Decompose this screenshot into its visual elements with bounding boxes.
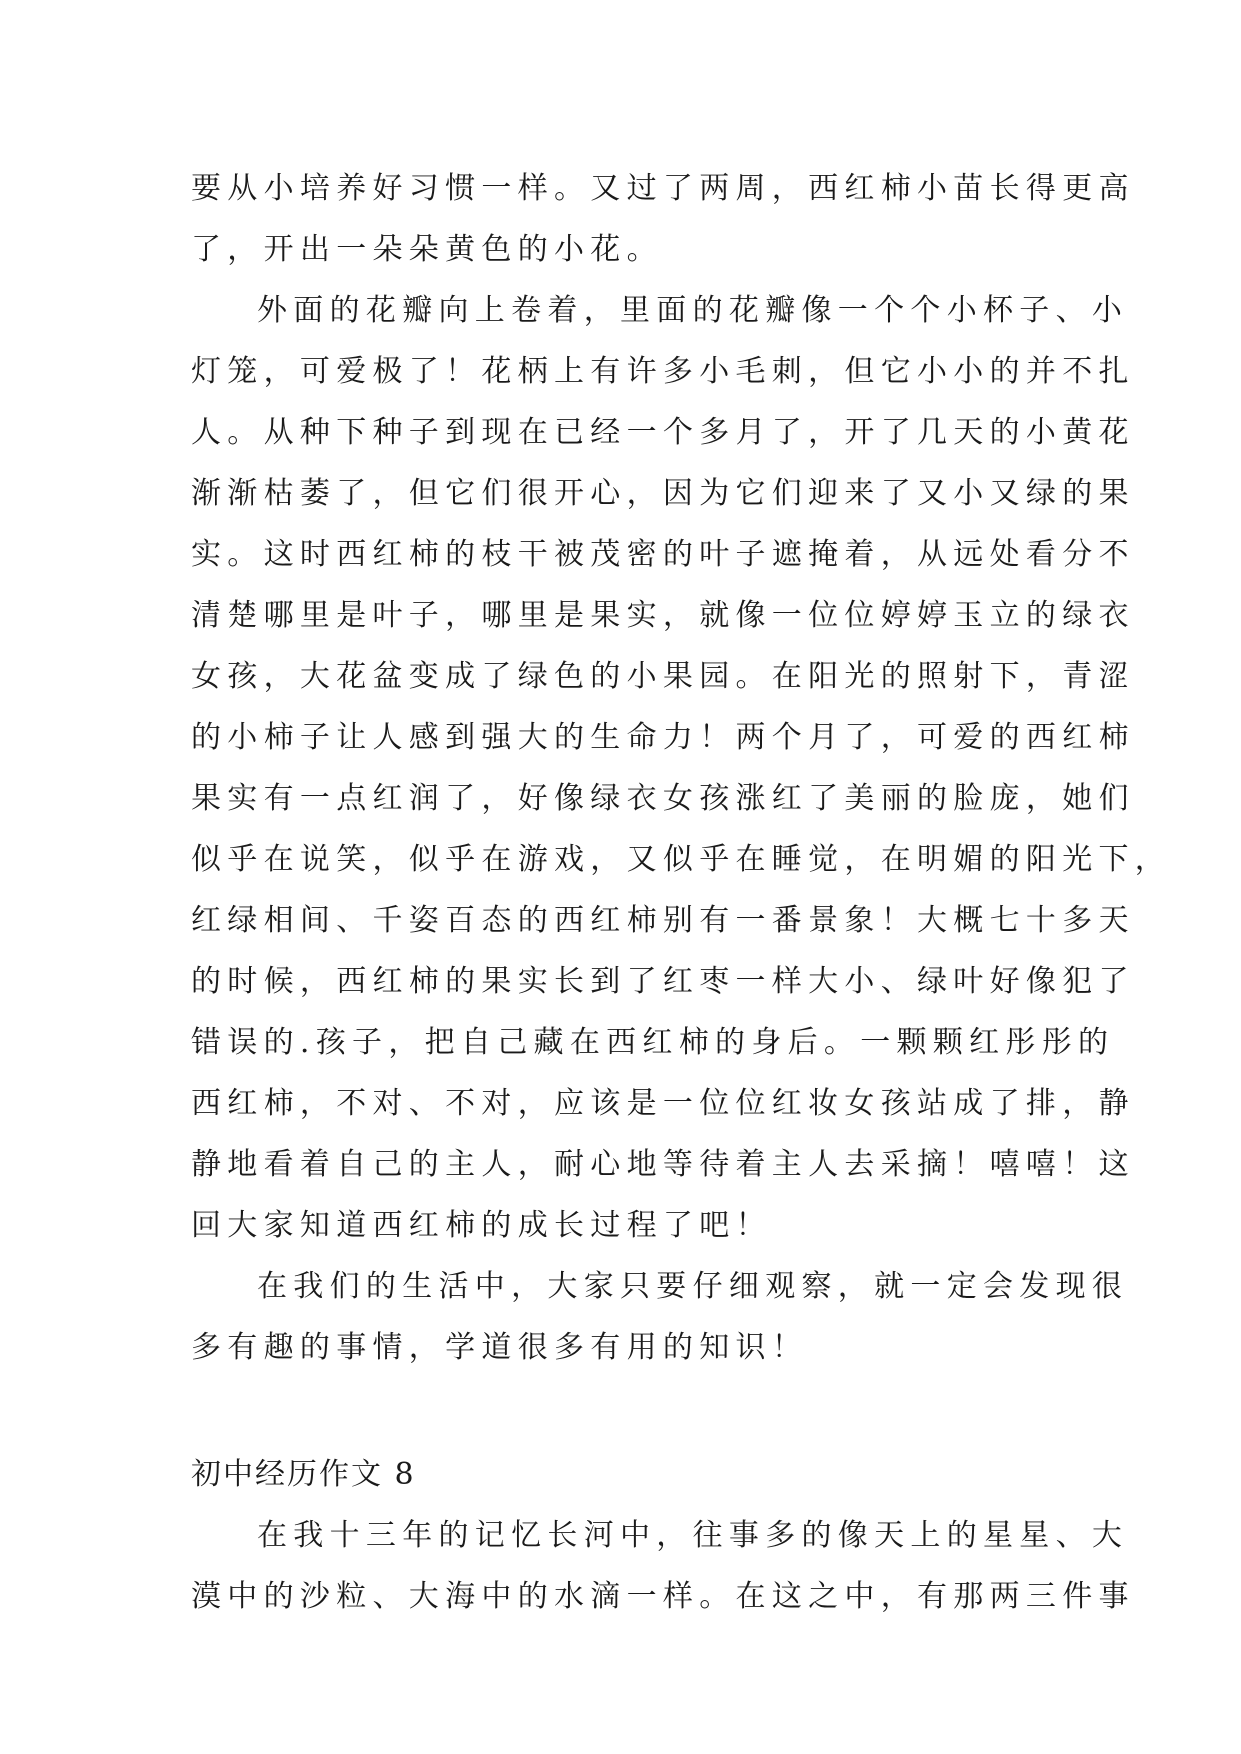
text-line: 的小柿子让人感到强大的生命力！两个月了，可爱的西红柿 bbox=[191, 720, 1135, 755]
document-body bbox=[191, 158, 1172, 1627]
text-line: 人。从种下种子到现在已经一个多月了，开了几天的小黄花 bbox=[191, 415, 1135, 450]
text-line: 多有趣的事情，学道很多有用的知识！ bbox=[191, 1330, 809, 1365]
text-line: 清楚哪里是叶子，哪里是果实，就像一位位婷婷玉立的绿衣 bbox=[191, 598, 1135, 633]
text-line: 了，开出一朵朵黄色的小花。 bbox=[191, 232, 663, 267]
text-line: 要从小培养好习惯一样。又过了两周，西红柿小苗长得更高 bbox=[191, 171, 1135, 206]
paragraph-start: 外面的花瓣向上卷着，里面的花瓣像一个个小杯子、小 bbox=[257, 293, 1129, 328]
text-line: 女孩，大花盆变成了绿色的小果园。在阳光的照射下，青涩 bbox=[191, 659, 1135, 694]
text-line: 回大家知道西红柿的成长过程了吧！ bbox=[191, 1208, 772, 1243]
text-line: 渐渐枯萎了，但它们很开心，因为它们迎来了又小又绿的果 bbox=[191, 476, 1135, 511]
text-line: 灯笼，可爱极了！花柄上有许多小毛刺，但它小小的并不扎 bbox=[191, 354, 1135, 389]
section-gap bbox=[191, 1378, 1051, 1444]
text-line: 漠中的沙粒、大海中的水滴一样。在这之中，有那两三件事 bbox=[191, 1579, 1135, 1614]
text-line: 的时候，西红柿的果实长到了红枣一样大小、绿叶好像犯了 bbox=[191, 964, 1135, 999]
text-line: 红绿相间、千姿百态的西红柿别有一番景象！大概七十多天 bbox=[191, 903, 1135, 938]
paragraph-start: 在我十三年的记忆长河中，往事多的像天上的星星、大 bbox=[257, 1518, 1129, 1553]
text-line: 西红柿，不对、不对，应该是一位位红妆女孩站成了排，静 bbox=[191, 1086, 1135, 1121]
paragraph-start: 在我们的生活中，大家只要仔细观察，就一定会发现很 bbox=[257, 1269, 1129, 1304]
text-line: 静地看着自己的主人，耐心地等待着主人去采摘！嘻嘻！这 bbox=[191, 1147, 1135, 1182]
section-heading: 初中经历作文 8 bbox=[191, 1457, 416, 1492]
text-line: 实。这时西红柿的枝干被茂密的叶子遮掩着，从远处看分不 bbox=[191, 537, 1135, 572]
text-line: 果实有一点红润了，好像绿衣女孩涨红了美丽的脸庞，她们 bbox=[191, 781, 1135, 816]
text-line: 错误的.孩子，把自己藏在西红柿的身后。一颗颗红彤彤的 bbox=[191, 1025, 1115, 1060]
text-line: 似乎在说笑，似乎在游戏，又似乎在睡觉，在明媚的阳光下， bbox=[191, 842, 1172, 877]
